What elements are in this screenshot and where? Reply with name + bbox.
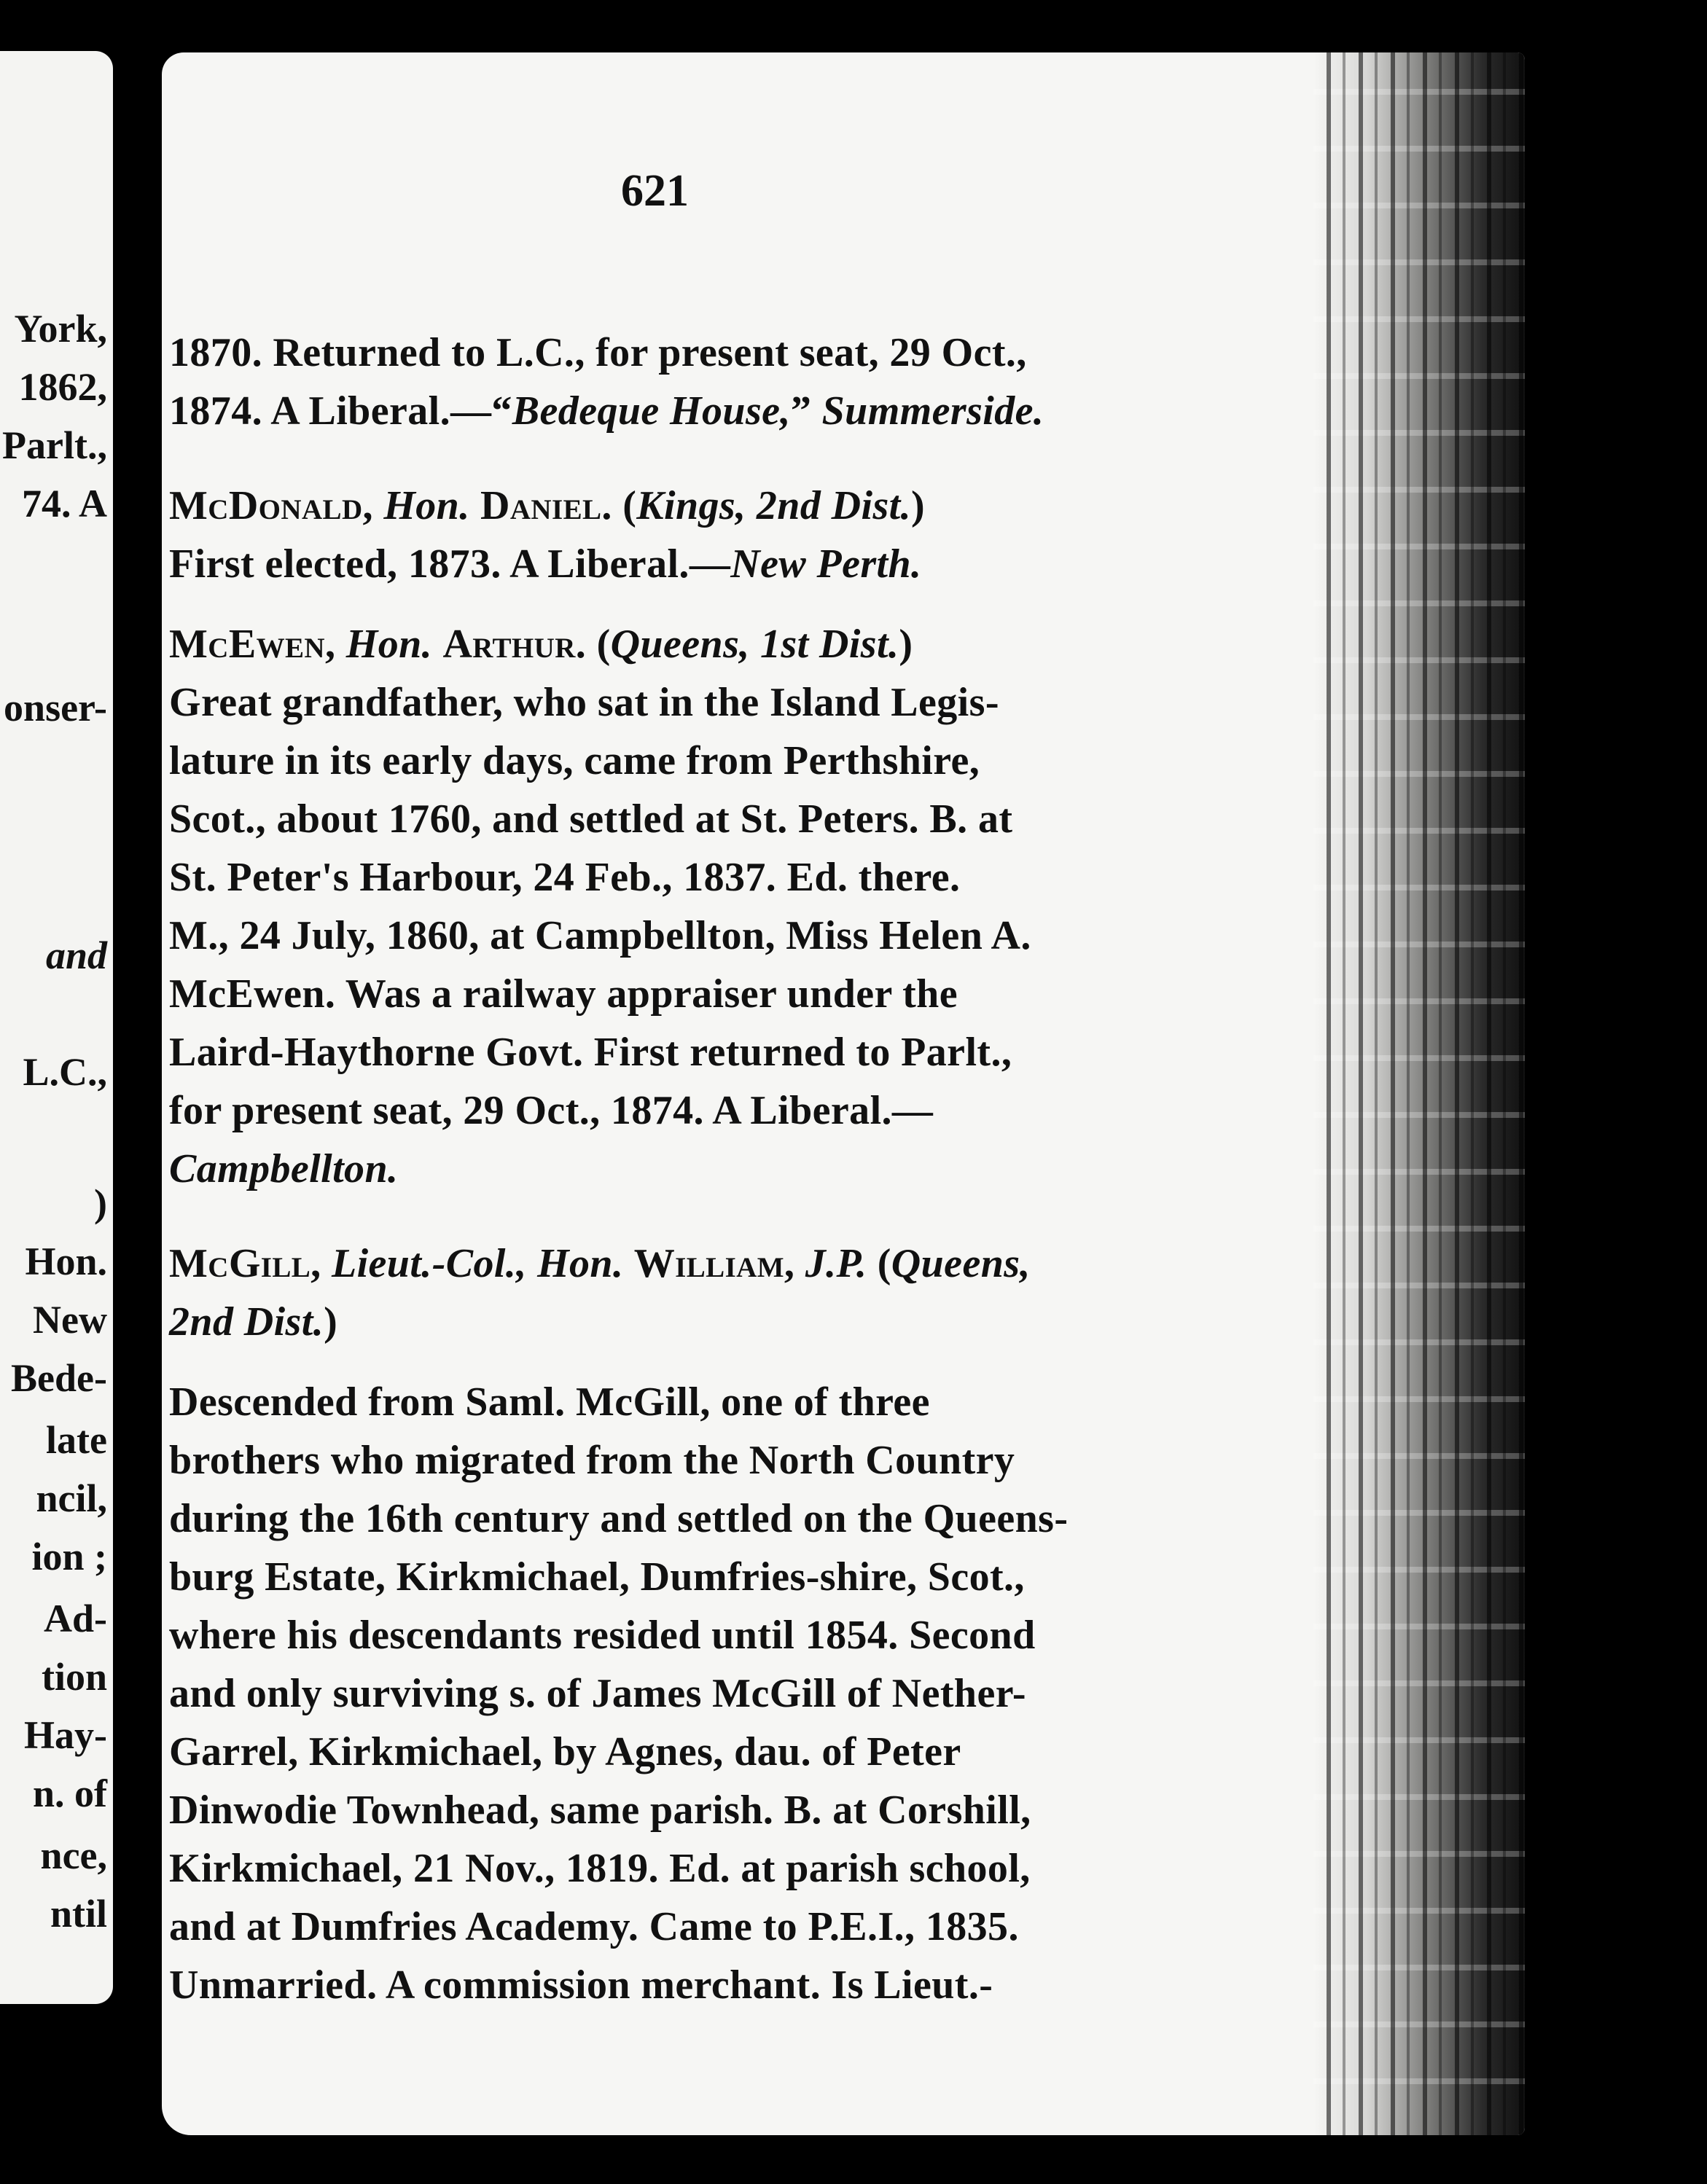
text-run: Laird-Haythorne Govt. First returned to Parlt., bbox=[169, 1030, 1012, 1075]
text-run: 1874. A Liberal.—“ bbox=[169, 388, 512, 434]
text-run: where his descendants resided until 1854. Second bbox=[169, 1613, 1036, 1658]
entry-name: Daniel. bbox=[480, 483, 612, 528]
entry-name: Arthur. bbox=[442, 622, 587, 667]
italic-text: Lieut.-Col., Hon. bbox=[331, 1241, 634, 1286]
italic-text: Bedeque House, bbox=[512, 388, 791, 434]
previous-page-line: Hay- bbox=[24, 1713, 107, 1757]
text-run: St. Peter's Harbour, 24 Feb., 1837. Ed. there. bbox=[169, 855, 961, 900]
text-line bbox=[169, 679, 999, 726]
previous-page-line: ion ; bbox=[31, 1535, 107, 1578]
text-run: ) bbox=[911, 483, 926, 528]
text-line bbox=[169, 1962, 993, 2008]
previous-page-line: 1862, bbox=[18, 365, 107, 409]
previous-page-line: ) bbox=[94, 1181, 107, 1225]
text-run: ( bbox=[612, 483, 637, 528]
italic-text: Summerside. bbox=[821, 388, 1044, 434]
italic-text: Kings, 2nd Dist. bbox=[636, 483, 911, 528]
book-page bbox=[162, 52, 1525, 2135]
text-run: Kirkmichael, 21 Nov., 1819. Ed. at parish school, bbox=[169, 1846, 1031, 1891]
previous-page-line: ntil bbox=[50, 1892, 107, 1936]
text-line bbox=[169, 329, 1027, 376]
text-line bbox=[169, 1299, 337, 1345]
text-run: Garrel, Kirkmichael, by Agnes, dau. of Peter bbox=[169, 1729, 961, 1774]
italic-text: Hon. bbox=[383, 483, 481, 528]
text-run: First elected, 1873. A Liberal.— bbox=[169, 541, 731, 587]
text-run: Great grandfather, who sat in the Island Legis- bbox=[169, 680, 999, 725]
text-run: lature in its early days, came from Perthshire, bbox=[169, 738, 980, 783]
text-line bbox=[169, 1379, 930, 1425]
entry-name: William, bbox=[633, 1241, 805, 1286]
text-line bbox=[169, 854, 960, 901]
text-line bbox=[169, 1146, 398, 1192]
text-line bbox=[169, 1029, 1012, 1076]
previous-page-line: Bede- bbox=[11, 1356, 107, 1400]
previous-page-line: onser- bbox=[4, 686, 107, 729]
text-line bbox=[169, 912, 1031, 959]
text-line bbox=[169, 1495, 1068, 1542]
text-run: brothers who migrated from the North Country bbox=[169, 1438, 1015, 1483]
text-line bbox=[169, 621, 913, 668]
previous-page-line: late bbox=[46, 1418, 107, 1462]
text-run: ) bbox=[324, 1299, 338, 1345]
previous-page-line: Hon. bbox=[25, 1240, 107, 1283]
text-run: and at Dumfries Academy. Came to P.E.I., 1835. bbox=[169, 1904, 1019, 1949]
previous-page-line: York, bbox=[14, 307, 107, 351]
previous-page-line: and bbox=[45, 934, 107, 977]
text-run: McEwen. Was a railway appraiser under the bbox=[169, 971, 958, 1017]
text-run: Scot., about 1760, and settled at St. Peters. B. at bbox=[169, 797, 1013, 842]
italic-text: Hon. bbox=[345, 622, 443, 667]
text-line bbox=[169, 1729, 961, 1775]
text-line bbox=[169, 1670, 1026, 1717]
previous-page-line: tion bbox=[41, 1655, 107, 1699]
page-number: 621 bbox=[621, 166, 689, 216]
text-line bbox=[169, 541, 921, 587]
text-run: ( bbox=[867, 1241, 891, 1286]
text-line bbox=[169, 737, 980, 784]
italic-text: Queens, bbox=[891, 1241, 1031, 1286]
text-line bbox=[169, 388, 1044, 434]
text-run: Unmarried. A commission merchant. Is Lieut.- bbox=[169, 1962, 993, 2008]
text-run: during the 16th century and settled on the Queens- bbox=[169, 1496, 1069, 1541]
text-line bbox=[169, 1087, 933, 1134]
previous-page-line: Parlt., bbox=[2, 423, 107, 467]
previous-page-line: ncil, bbox=[36, 1476, 107, 1520]
text-line bbox=[169, 971, 958, 1017]
text-line bbox=[169, 1437, 1015, 1484]
entry-name: McEwen, bbox=[169, 622, 346, 667]
previous-page-line: nce, bbox=[40, 1833, 107, 1877]
text-line bbox=[169, 1903, 1019, 1950]
text-line bbox=[169, 482, 925, 529]
entry-name: McGill, bbox=[169, 1241, 332, 1286]
text-run: ” bbox=[790, 388, 822, 434]
italic-text: Queens, 1st Dist. bbox=[610, 622, 899, 667]
text-run: 1870. Returned to L.C., for present seat, 29 Oct., bbox=[169, 330, 1027, 375]
text-run: Descended from Saml. McGill, one of three bbox=[169, 1379, 930, 1425]
previous-page-line: L.C., bbox=[23, 1050, 107, 1094]
text-run: and only surviving s. of James McGill of Nether- bbox=[169, 1671, 1026, 1716]
previous-page-line: Ad- bbox=[43, 1597, 107, 1640]
previous-page-line: New bbox=[33, 1298, 107, 1342]
previous-page-line: n. of bbox=[32, 1772, 107, 1815]
text-line bbox=[169, 1787, 1031, 1833]
text-line bbox=[169, 1240, 1031, 1287]
text-run: ) bbox=[899, 622, 913, 667]
text-line bbox=[169, 1845, 1031, 1892]
italic-text: J.P. bbox=[805, 1241, 867, 1286]
page-gutter-shadow bbox=[1313, 52, 1525, 2135]
italic-text: 2nd Dist. bbox=[169, 1299, 324, 1345]
previous-page-fragment bbox=[0, 51, 113, 2004]
text-run: Dinwodie Townhead, same parish. B. at Corshill, bbox=[169, 1788, 1031, 1833]
entry-name: McDonald, bbox=[169, 483, 384, 528]
previous-page-line: 74. A bbox=[21, 482, 107, 525]
italic-text: New Perth. bbox=[730, 541, 922, 587]
text-run: burg Estate, Kirkmichael, Dumfries-shire, Scot., bbox=[169, 1554, 1025, 1600]
text-run: for present seat, 29 Oct., 1874. A Liberal.— bbox=[169, 1088, 934, 1133]
text-line bbox=[169, 1612, 1036, 1659]
text-line bbox=[169, 1554, 1025, 1600]
italic-text: Campbellton. bbox=[169, 1146, 399, 1191]
text-run: M., 24 July, 1860, at Campbellton, Miss Helen A. bbox=[169, 913, 1031, 958]
text-run: ( bbox=[586, 622, 611, 667]
text-line bbox=[169, 796, 1012, 842]
